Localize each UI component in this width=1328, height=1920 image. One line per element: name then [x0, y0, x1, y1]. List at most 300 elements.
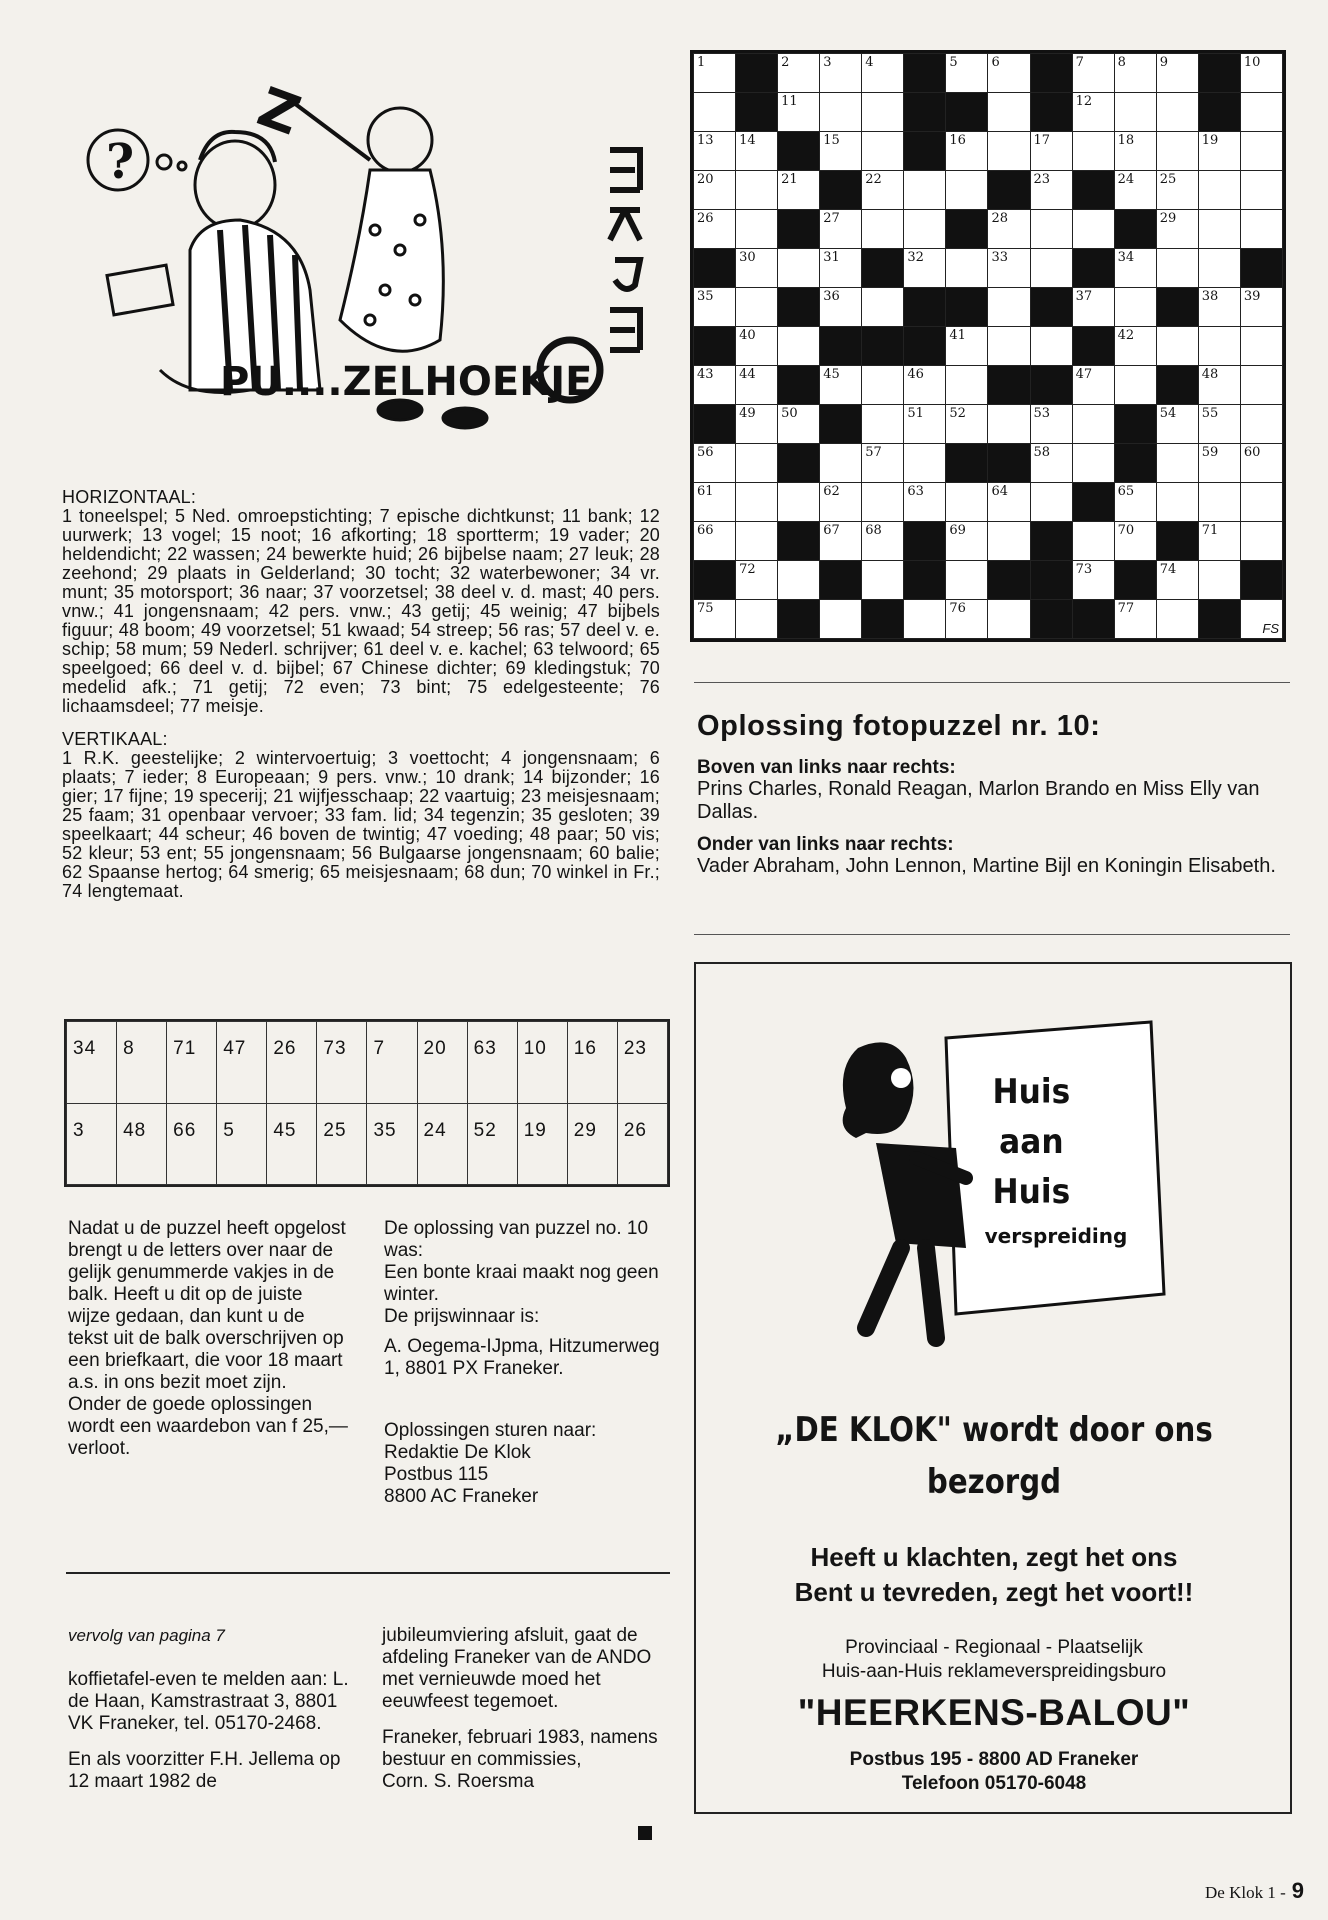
grid-cell-number: 49 [739, 406, 756, 421]
grid-cell[interactable] [862, 561, 904, 600]
grid-cell[interactable] [778, 93, 820, 132]
grid-cell[interactable] [694, 483, 736, 522]
grid-cell[interactable] [988, 54, 1030, 93]
grid-cell[interactable] [778, 327, 820, 366]
grid-black-cell [1198, 600, 1240, 639]
grid-black-cell [1072, 600, 1114, 639]
grid-cell[interactable] [1156, 444, 1198, 483]
grid-cell-number: 72 [739, 562, 756, 577]
grid-cell-number: 26 [697, 211, 714, 226]
grid-cell[interactable] [946, 405, 988, 444]
grid-cell-number: 35 [697, 289, 714, 304]
solution-bar-cell[interactable]: 23 [617, 1022, 667, 1104]
grid-cell[interactable] [1198, 132, 1240, 171]
grid-cell[interactable] [1114, 288, 1156, 327]
grid-cell[interactable] [988, 483, 1030, 522]
grid-cell[interactable] [820, 444, 862, 483]
grid-black-cell [736, 93, 778, 132]
grid-cell[interactable] [1114, 327, 1156, 366]
grid-cell[interactable] [1240, 483, 1282, 522]
grid-cell-number: 5 [949, 55, 958, 70]
grid-cell[interactable] [736, 249, 778, 288]
grid-cell[interactable] [862, 210, 904, 249]
grid-cell[interactable] [1030, 132, 1072, 171]
grid-cell[interactable] [736, 171, 778, 210]
grid-cell-number: 20 [697, 172, 714, 187]
grid-cell[interactable] [946, 522, 988, 561]
solution-bar-cell[interactable]: 3 [67, 1103, 117, 1185]
grid-cell[interactable] [862, 171, 904, 210]
solution-bar-cell[interactable]: 63 [467, 1022, 517, 1104]
grid-cell[interactable] [904, 366, 946, 405]
grid-cell[interactable] [1030, 483, 1072, 522]
grid-cell[interactable] [1240, 132, 1282, 171]
send-address-line: 8800 AC Franeker [384, 1486, 539, 1507]
grid-cell[interactable] [736, 405, 778, 444]
advertisement [694, 962, 1292, 1814]
grid-cell[interactable] [946, 327, 988, 366]
grid-cell[interactable] [736, 132, 778, 171]
grid-cell[interactable] [1156, 327, 1198, 366]
grid-cell-number: 58 [1033, 445, 1051, 460]
grid-cell-number: 17 [1033, 133, 1051, 148]
grid-cell[interactable] [946, 249, 988, 288]
ad-address-line: Postbus 195 - 8800 AD Franeker [849, 1749, 1139, 1770]
solution-bar-cell[interactable]: 24 [417, 1103, 467, 1185]
grid-cell[interactable] [1030, 249, 1072, 288]
grid-cell[interactable] [946, 132, 988, 171]
grid-cell-number: 33 [991, 250, 1008, 265]
solution-bar-cell[interactable]: 71 [167, 1022, 217, 1104]
horizontal-clues [62, 488, 660, 716]
grid-cell-number: 48 [1201, 367, 1219, 382]
grid-cell[interactable] [1156, 249, 1198, 288]
grid-black-cell [1156, 366, 1198, 405]
grid-cell[interactable] [1114, 171, 1156, 210]
grid-cell-number: 56 [697, 445, 714, 460]
grid-cell[interactable] [904, 405, 946, 444]
grid-cell[interactable] [778, 171, 820, 210]
grid-cell[interactable] [820, 366, 862, 405]
grid-cell[interactable] [1240, 444, 1282, 483]
grid-cell[interactable] [1030, 171, 1072, 210]
solution-bar-cell[interactable]: 20 [417, 1022, 467, 1104]
grid-black-cell [1072, 249, 1114, 288]
grid-cell[interactable] [862, 366, 904, 405]
grid-black-cell [862, 327, 904, 366]
grid-cell[interactable] [820, 522, 862, 561]
grid-cell[interactable] [778, 483, 820, 522]
grid-cell-number: 57 [865, 445, 882, 460]
figure-head [843, 1042, 914, 1138]
solution-bar-cell[interactable]: 8 [117, 1022, 167, 1104]
send-address-line: Postbus 115 [384, 1464, 489, 1485]
clues-column [62, 488, 660, 915]
grid-cell[interactable] [1240, 327, 1282, 366]
instructions-text: Nadat u de puzzel heeft opgelost brengt u de letters over naar de gelijk genummerde vakjes in de balk. Heeft u dit op de juiste wijze gedaan, dan kunt u de tekst uit de balk overschrijven op een briefkaart, die voor 18 maart a.s. in ons bezit moet zijn. [68, 1218, 346, 1393]
grid-black-cell [1114, 444, 1156, 483]
grid-cell[interactable] [1240, 600, 1282, 639]
grid-cell[interactable] [694, 522, 736, 561]
grid-cell[interactable] [1240, 210, 1282, 249]
grid-cell[interactable] [946, 54, 988, 93]
grid-cell-number: 13 [697, 133, 714, 148]
grid-cell[interactable] [1072, 210, 1114, 249]
grid-cell[interactable] [820, 600, 862, 639]
grid-cell[interactable] [1114, 132, 1156, 171]
grid-cell[interactable] [820, 54, 862, 93]
grid-row [694, 483, 1283, 522]
grid-cell[interactable] [988, 93, 1030, 132]
grid-cell-number: 21 [781, 172, 798, 187]
grid-cell-number: 43 [697, 367, 714, 382]
grid-cell[interactable] [1198, 327, 1240, 366]
grid-cell[interactable] [1072, 366, 1114, 405]
grid-black-cell [1114, 561, 1156, 600]
grid-black-cell [904, 327, 946, 366]
grid-cell[interactable] [988, 600, 1030, 639]
grid-cell-number: 3 [823, 55, 832, 70]
grid-cell[interactable] [736, 210, 778, 249]
grid-black-cell [820, 405, 862, 444]
grid-black-cell [904, 561, 946, 600]
grid-cell[interactable] [988, 249, 1030, 288]
solution-bar-cell[interactable]: 66 [167, 1103, 217, 1185]
ad-headline [755, 1404, 1233, 1508]
continued-label: vervolg van pagina 7 [68, 1626, 225, 1645]
grid-row [694, 327, 1283, 366]
grid-cell-number: 28 [991, 211, 1008, 226]
solution-bar-cell[interactable]: 47 [217, 1022, 267, 1104]
grid-black-cell [904, 132, 946, 171]
grid-black-cell [1030, 561, 1072, 600]
grid-cell-number: 9 [1159, 55, 1168, 70]
solution-bar-cell[interactable]: 48 [117, 1103, 167, 1185]
grid-cell-number: 75 [697, 601, 714, 616]
grid-cell[interactable] [694, 366, 736, 405]
grid-cell-number: 11 [781, 94, 798, 109]
grid-cell[interactable] [1156, 561, 1198, 600]
grid-cell-number: 18 [1117, 133, 1135, 148]
grid-cell[interactable] [1240, 171, 1282, 210]
grid-cell[interactable] [1030, 405, 1072, 444]
grid-cell[interactable] [694, 171, 736, 210]
grid-cell[interactable] [988, 210, 1030, 249]
grid-cell[interactable] [862, 522, 904, 561]
grid-cell[interactable] [736, 483, 778, 522]
grid-cell-number: 63 [907, 484, 924, 499]
grid-cell[interactable] [862, 405, 904, 444]
solution-bar-cell[interactable]: 35 [367, 1103, 417, 1185]
grid-cell[interactable] [1240, 522, 1282, 561]
foto-solution-title: Oplossing fotopuzzel nr. 10: [697, 710, 1101, 742]
grid-cell[interactable] [1156, 483, 1198, 522]
grid-cell[interactable] [736, 561, 778, 600]
solution-bar-cell[interactable]: 25 [317, 1103, 367, 1185]
grid-cell-number: 23 [1033, 172, 1051, 187]
grid-cell-number: 46 [907, 367, 924, 382]
grid-cell[interactable] [694, 210, 736, 249]
grid-cell[interactable] [1114, 249, 1156, 288]
grid-cell[interactable] [1072, 93, 1114, 132]
divider [694, 682, 1290, 683]
ad-slogan [706, 1540, 1282, 1610]
grid-cell[interactable] [736, 600, 778, 639]
grid-cell[interactable] [778, 54, 820, 93]
solution-bar-cell[interactable]: 19 [517, 1103, 567, 1185]
prize-text: Onder de goede oplossingen wordt een waardebon van f 25,— verloot. [68, 1394, 348, 1459]
grid-cell[interactable] [1072, 288, 1114, 327]
grid-cell[interactable] [694, 444, 736, 483]
ad-description-line2: Huis-aan-Huis reklameverspreidingsburo [821, 1661, 1167, 1682]
grid-black-cell [904, 288, 946, 327]
grid-cell[interactable] [1198, 366, 1240, 405]
grid-row [694, 54, 1283, 93]
grid-cell[interactable] [736, 444, 778, 483]
grid-cell[interactable] [1198, 561, 1240, 600]
grid-cell[interactable] [736, 327, 778, 366]
grid-cell-number: 69 [949, 523, 966, 538]
grid-row [694, 561, 1283, 600]
grid-cell-number: 42 [1117, 328, 1135, 343]
grid-black-cell [904, 54, 946, 93]
grid-black-cell [988, 561, 1030, 600]
ad-illustration [806, 1008, 1186, 1348]
crossword-grid [690, 50, 1286, 642]
solution-bar [64, 1019, 670, 1187]
grid-cell[interactable] [820, 93, 862, 132]
grid-cell-number: 14 [739, 133, 756, 148]
grid-cell[interactable] [820, 210, 862, 249]
solution-bar-cell[interactable]: 34 [67, 1022, 117, 1104]
article-signature: Corn. S. Roersma [382, 1771, 535, 1792]
grid-cell[interactable] [1072, 405, 1114, 444]
grid-cell[interactable] [1156, 171, 1198, 210]
grid-row [694, 366, 1283, 405]
grid-cell[interactable] [1156, 93, 1198, 132]
grid-cell[interactable] [820, 288, 862, 327]
grid-cell-number: 67 [823, 523, 840, 538]
grid-cell[interactable] [862, 54, 904, 93]
grid-cell-number: 19 [1201, 133, 1219, 148]
grid-black-cell [1114, 210, 1156, 249]
grid-cell-number: 77 [1117, 601, 1135, 616]
grid-black-cell [778, 366, 820, 405]
grid-black-cell [694, 561, 736, 600]
grid-black-cell [988, 444, 1030, 483]
grid-cell[interactable] [1198, 249, 1240, 288]
grid-cell-number: 38 [1201, 289, 1219, 304]
grid-cell-number: 7 [1075, 55, 1084, 70]
grid-cell[interactable] [694, 288, 736, 327]
grid-cell[interactable] [1114, 483, 1156, 522]
grid-black-cell [820, 171, 862, 210]
page-footer [1205, 1878, 1304, 1904]
grid-cell[interactable] [1030, 210, 1072, 249]
grid-black-cell [1240, 249, 1282, 288]
grid-cell-number: 70 [1117, 523, 1135, 538]
instructions-column [68, 1218, 348, 1474]
grid-cell[interactable] [820, 249, 862, 288]
grid-cell[interactable] [862, 93, 904, 132]
grid-cell[interactable] [1240, 405, 1282, 444]
grid-black-cell [988, 366, 1030, 405]
grid-cell[interactable] [988, 327, 1030, 366]
continued-article-col1 [68, 1625, 358, 1807]
grid-cell[interactable] [1198, 210, 1240, 249]
grid-cell[interactable] [988, 288, 1030, 327]
grid-cell[interactable] [1198, 444, 1240, 483]
grid-cell[interactable] [820, 483, 862, 522]
grid-cell-number: 53 [1033, 406, 1051, 421]
grid-cell[interactable] [988, 132, 1030, 171]
grid-cell[interactable] [988, 405, 1030, 444]
grid-cell[interactable] [694, 93, 736, 132]
grid-cell-number: 39 [1243, 289, 1261, 304]
grid-cell[interactable] [778, 561, 820, 600]
grid-cell[interactable] [778, 249, 820, 288]
grid-black-cell [1030, 93, 1072, 132]
divider [694, 934, 1290, 935]
grid-cell-number: 51 [907, 406, 924, 421]
grid-cell-number: 41 [949, 328, 966, 343]
grid-black-cell [988, 171, 1030, 210]
solution-bar-cell[interactable]: 73 [317, 1022, 367, 1104]
woman-head [368, 108, 432, 172]
grid-black-cell [778, 444, 820, 483]
grid-cell[interactable] [1198, 171, 1240, 210]
grid-cell[interactable] [862, 483, 904, 522]
grid-cell-number: 30 [739, 250, 756, 265]
grid-black-cell [862, 600, 904, 639]
grid-row [694, 444, 1283, 483]
solution-bar-cell[interactable]: 29 [567, 1103, 617, 1185]
grid-cell[interactable] [1072, 522, 1114, 561]
grid-cell[interactable] [988, 522, 1030, 561]
grid-black-cell [778, 288, 820, 327]
winner-name: A. Oegema-IJpma, Hitzumerweg 1, 8801 PX Franeker. [384, 1336, 660, 1379]
solution-bar-cell[interactable]: 16 [567, 1022, 617, 1104]
grid-row [694, 405, 1283, 444]
solution-bar-cell[interactable]: 26 [617, 1103, 667, 1185]
grid-cell-number: 62 [823, 484, 840, 499]
grid-cell[interactable] [1156, 405, 1198, 444]
grid-cell[interactable] [1198, 522, 1240, 561]
grid-cell[interactable] [778, 405, 820, 444]
grid-cell[interactable] [1114, 600, 1156, 639]
grid-cell[interactable] [1114, 54, 1156, 93]
grid-cell[interactable] [820, 132, 862, 171]
grid-cell[interactable] [1072, 444, 1114, 483]
grid-cell[interactable] [736, 522, 778, 561]
grid-cell-number: 8 [1117, 55, 1126, 70]
grid-cell[interactable] [1114, 366, 1156, 405]
grid-cell[interactable] [1114, 93, 1156, 132]
solution-bar-cell[interactable]: 7 [367, 1022, 417, 1104]
grid-cell[interactable] [862, 444, 904, 483]
grid-cell[interactable] [1030, 444, 1072, 483]
grid-cell[interactable] [904, 444, 946, 483]
grid-cell-number: 76 [949, 601, 966, 616]
end-mark [638, 1826, 652, 1840]
grid-cell[interactable] [694, 132, 736, 171]
grid-cell[interactable] [1240, 366, 1282, 405]
grid-cell[interactable] [1072, 561, 1114, 600]
grid-black-cell [1030, 54, 1072, 93]
grid-black-cell [778, 522, 820, 561]
solution-bar-cell[interactable]: 26 [267, 1022, 317, 1104]
grid-cell-number: 50 [781, 406, 798, 421]
article-paragraph: Franeker, februari 1983, namens bestuur en commissies, [382, 1727, 658, 1770]
grid-cell[interactable] [1198, 483, 1240, 522]
grid-black-cell [1072, 171, 1114, 210]
grid-cell[interactable] [946, 561, 988, 600]
grid-cell[interactable] [1156, 54, 1198, 93]
grid-cell[interactable] [1198, 288, 1240, 327]
grid-cell[interactable] [1240, 93, 1282, 132]
grid-cell[interactable] [904, 600, 946, 639]
solution-bar-cell[interactable]: 45 [267, 1103, 317, 1185]
grid-cell-number: 59 [1201, 445, 1219, 460]
grid-cell[interactable] [1198, 405, 1240, 444]
puzzle-corner-illustration [70, 70, 650, 460]
grid-cell[interactable] [1240, 288, 1282, 327]
bottom-row-label: Onder van links naar rechts: [697, 834, 954, 855]
grid-black-cell [904, 522, 946, 561]
grid-row [694, 171, 1283, 210]
grid-cell[interactable] [862, 288, 904, 327]
grid-cell[interactable] [1156, 600, 1198, 639]
grid-cell[interactable] [946, 366, 988, 405]
ad-slogan-line2: Bent u tevreden, zegt het voort!! [794, 1577, 1194, 1607]
grid-cell[interactable] [1156, 132, 1198, 171]
grid-cell[interactable] [1240, 54, 1282, 93]
grid-cell-number: 52 [949, 406, 966, 421]
grid-cell[interactable] [904, 171, 946, 210]
grid-cell[interactable] [694, 600, 736, 639]
grid-cell[interactable] [946, 171, 988, 210]
grid-cell-number: 16 [949, 133, 966, 148]
vertical-text: 1 R.K. geestelijke; 2 wintervoertuig; 3 voettocht; 4 jongensnaam; 6 plaats; 7 ieder; 8 Europeaan; 9 pers. vnw.; 10 drank; 14 bijzonder; 16 gier; 17 fijne; 19 specerij; 21 wijfjesschaap; 22 vaartuig; 23 meisjesnaam; 25 faam; 31 openbaar vervoer; 33 fam. lid; 34 tegenzin; 35 gesloten; 39 speelkaart; 44 scheur; 46 boven de twintig; 47 voeding; 48 paar; 50 vis; 52 kleur; 53 ent; 55 jongensnaam; 56 Bulgaarse jongensnaam; 60 balie; 62 Spaanse hertog; 64 smerig; 65 meisjesnaam; 68 dun; 70 winkel in Fr.; 74 lengtemaat. [62, 748, 660, 901]
solution-bar-cell[interactable]: 10 [517, 1022, 567, 1104]
grid-cell[interactable] [694, 54, 736, 93]
top-row-label: Boven van links naar rechts: [697, 757, 956, 778]
grid-cell[interactable] [904, 210, 946, 249]
grid-cell[interactable] [904, 483, 946, 522]
grid-cell-number: 25 [1159, 172, 1177, 187]
grid-cell[interactable] [862, 132, 904, 171]
grid-cell[interactable] [736, 366, 778, 405]
grid-cell[interactable] [1156, 210, 1198, 249]
grid-cell[interactable] [904, 249, 946, 288]
article-paragraph: jubileumviering afsluit, gaat de afdeling Franeker van de ANDO met vernieuwde moed het eeuwfeest tegemoet. [382, 1625, 652, 1712]
grid-cell[interactable] [946, 600, 988, 639]
publication-name: De Klok 1 - [1205, 1883, 1286, 1902]
solution-bar-cell[interactable]: 52 [467, 1103, 517, 1185]
grid-cell[interactable] [1072, 132, 1114, 171]
grid-cell[interactable] [1072, 54, 1114, 93]
grid-cell[interactable] [736, 288, 778, 327]
grid-black-cell [946, 210, 988, 249]
solution-bar-cell[interactable]: 5 [217, 1103, 267, 1185]
grid-cell-number: 10 [1243, 55, 1261, 70]
grid-cell-number: 45 [823, 367, 840, 382]
grid-cell-number: 22 [865, 172, 882, 187]
grid-cell[interactable] [1030, 327, 1072, 366]
grid-cell[interactable] [946, 483, 988, 522]
grid-cell[interactable] [1114, 522, 1156, 561]
grid-cell-number: 60 [1243, 445, 1261, 460]
